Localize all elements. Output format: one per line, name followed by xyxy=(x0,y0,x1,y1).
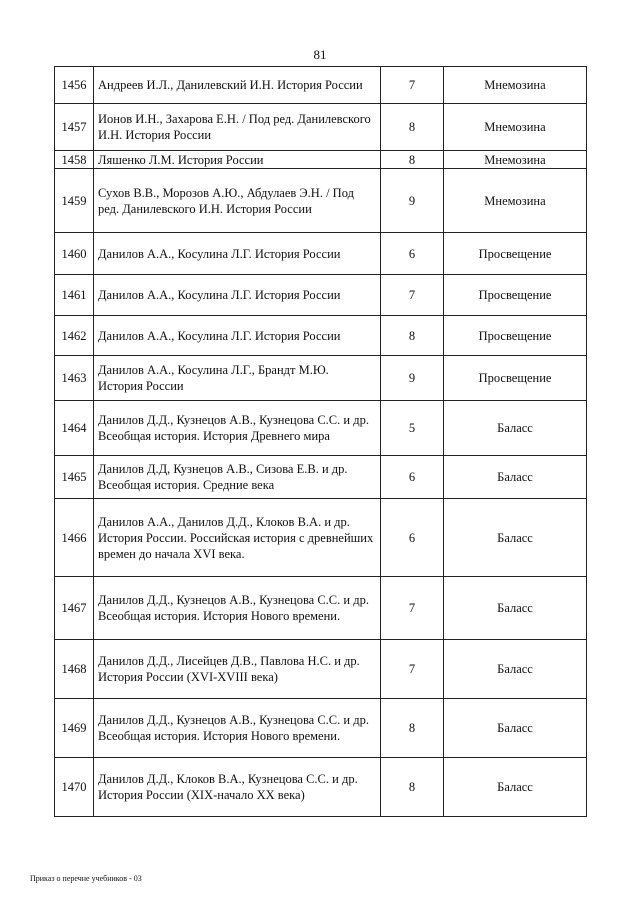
textbook-title: Данилов Д.Д., Кузнецов А.В., Кузнецова С.С. и др. Всеобщая история. История Нового времени. xyxy=(94,699,381,758)
row-number: 1457 xyxy=(55,104,94,151)
grade: 6 xyxy=(381,499,444,577)
page-number: 81 xyxy=(313,47,327,62)
publisher: Просвещение xyxy=(444,233,587,275)
table-row xyxy=(55,499,587,577)
row-number: 1462 xyxy=(55,316,94,356)
document-footer: Приказ о перечне учебников - 03 xyxy=(30,874,142,883)
publisher: Мнемозина xyxy=(444,169,587,233)
row-number: 1460 xyxy=(55,233,94,275)
textbook-title: Данилов А.А., Косулина Л.Г., Брандт М.Ю. История России xyxy=(94,356,381,401)
publisher: Просвещение xyxy=(444,316,587,356)
row-number: 1465 xyxy=(55,456,94,499)
table-row xyxy=(55,169,587,233)
textbook-title: Ляшенко Л.М. История России xyxy=(94,151,381,169)
publisher: Мнемозина xyxy=(444,104,587,151)
textbook-title: Ионов И.Н., Захарова Е.Н. / Под ред. Данилевского И.Н. История России xyxy=(94,104,381,151)
grade: 8 xyxy=(381,104,444,151)
textbook-title: Данилов Д.Д., Кузнецов А.В., Кузнецова С.С. и др. Всеобщая история. История Нового времени. xyxy=(94,577,381,640)
table-row xyxy=(55,356,587,401)
textbook-title: Данилов А.А., Данилов Д.Д., Клоков В.А. и др. История России. Российская история с древнейших времен до начала XVI века. xyxy=(94,499,381,577)
row-number: 1459 xyxy=(55,169,94,233)
publisher: Мнемозина xyxy=(444,151,587,169)
table-row xyxy=(55,67,587,104)
textbook-title: Данилов А.А., Косулина Л.Г. История России xyxy=(94,275,381,316)
grade: 7 xyxy=(381,275,444,316)
row-number: 1468 xyxy=(55,640,94,699)
grade: 7 xyxy=(381,67,444,104)
row-number: 1466 xyxy=(55,499,94,577)
table-row xyxy=(55,104,587,151)
table-row xyxy=(55,640,587,699)
grade: 6 xyxy=(381,233,444,275)
table-row xyxy=(55,151,587,169)
grade: 8 xyxy=(381,151,444,169)
textbook-title: Данилов Д.Д., Лисейцев Д.В., Павлова Н.С. и др. История России (XVI-XVIII века) xyxy=(94,640,381,699)
publisher: Баласс xyxy=(444,456,587,499)
row-number: 1467 xyxy=(55,577,94,640)
publisher: Баласс xyxy=(444,640,587,699)
grade: 9 xyxy=(381,169,444,233)
publisher: Баласс xyxy=(444,758,587,817)
publisher: Баласс xyxy=(444,699,587,758)
grade: 8 xyxy=(381,758,444,817)
row-number: 1469 xyxy=(55,699,94,758)
publisher: Баласс xyxy=(444,577,587,640)
table-row xyxy=(55,699,587,758)
textbook-table-container xyxy=(54,66,587,817)
textbook-title: Данилов Д.Д., Клоков В.А., Кузнецова С.С. и др. История России (XIX-начало XX века) xyxy=(94,758,381,817)
row-number: 1464 xyxy=(55,401,94,456)
table-row xyxy=(55,577,587,640)
textbook-table xyxy=(54,66,587,817)
textbook-title: Сухов В.В., Морозов А.Ю., Абдулаев Э.Н. / Под ред. Данилевского И.Н. История России xyxy=(94,169,381,233)
textbook-title: Данилов Д.Д, Кузнецов А.В., Сизова Е.В. и др. Всеобщая история. Средние века xyxy=(94,456,381,499)
textbook-title: Данилов А.А., Косулина Л.Г. История России xyxy=(94,233,381,275)
grade: 6 xyxy=(381,456,444,499)
grade: 8 xyxy=(381,316,444,356)
publisher: Мнемозина xyxy=(444,67,587,104)
textbook-title: Андреев И.Л., Данилевский И.Н. История России xyxy=(94,67,381,104)
grade: 7 xyxy=(381,640,444,699)
grade: 5 xyxy=(381,401,444,456)
table-row xyxy=(55,456,587,499)
grade: 9 xyxy=(381,356,444,401)
row-number: 1463 xyxy=(55,356,94,401)
table-row xyxy=(55,401,587,456)
row-number: 1456 xyxy=(55,67,94,104)
table-row xyxy=(55,275,587,316)
publisher: Просвещение xyxy=(444,275,587,316)
publisher: Баласс xyxy=(444,401,587,456)
textbook-title: Данилов А.А., Косулина Л.Г. История России xyxy=(94,316,381,356)
row-number: 1458 xyxy=(55,151,94,169)
publisher: Баласс xyxy=(444,499,587,577)
grade: 7 xyxy=(381,577,444,640)
row-number: 1461 xyxy=(55,275,94,316)
grade: 8 xyxy=(381,699,444,758)
row-number: 1470 xyxy=(55,758,94,817)
textbook-title: Данилов Д.Д., Кузнецов А.В., Кузнецова С.С. и др. Всеобщая история. История Древнего мира xyxy=(94,401,381,456)
publisher: Просвещение xyxy=(444,356,587,401)
table-row xyxy=(55,233,587,275)
table-row xyxy=(55,758,587,817)
table-row xyxy=(55,316,587,356)
